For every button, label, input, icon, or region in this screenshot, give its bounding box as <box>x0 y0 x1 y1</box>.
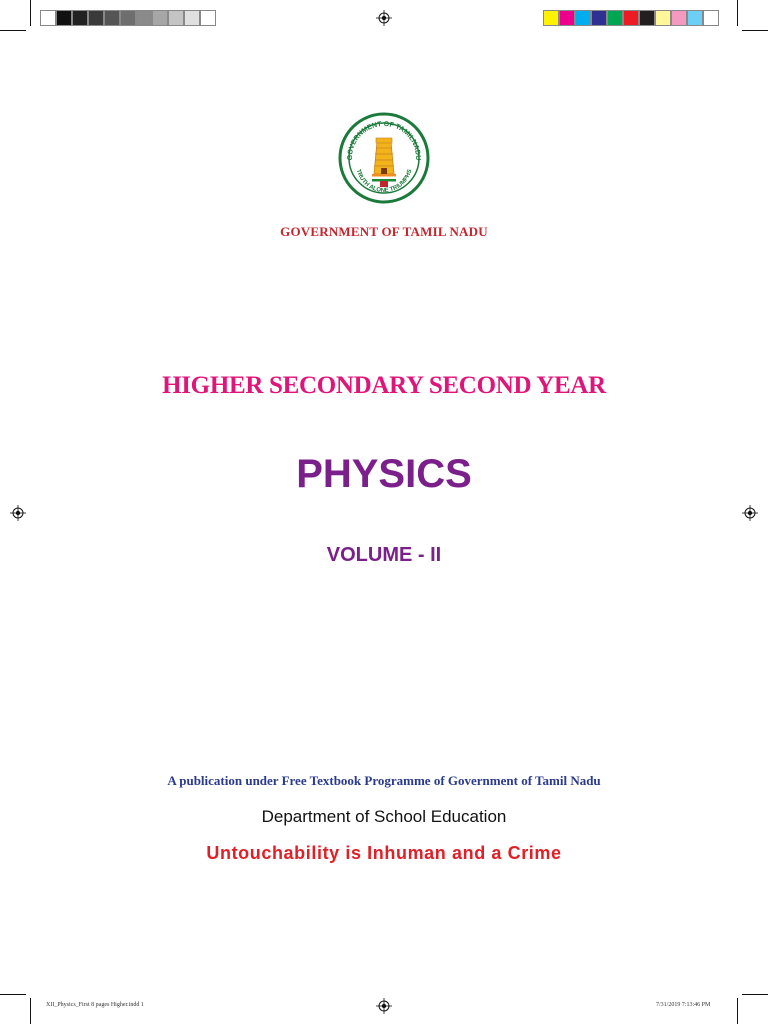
grayscale-swatch <box>88 10 104 26</box>
process-color-bar <box>543 10 719 26</box>
process-color-swatch <box>655 10 671 26</box>
department-name: Department of School Education <box>261 807 507 826</box>
registration-mark-icon <box>10 505 26 521</box>
grayscale-swatch <box>56 10 72 26</box>
grayscale-swatch <box>120 10 136 26</box>
svg-text:TRUTH ALONE TRIUMPHS: TRUTH ALONE TRIUMPHS <box>354 168 414 195</box>
registration-mark-icon <box>376 998 392 1014</box>
subject-title: PHYSICS <box>296 452 472 496</box>
svg-text:GOVERNMENT OF TAMILNADU: GOVERNMENT OF TAMILNADU <box>346 120 422 161</box>
slogan-text: Untouchability is Inhuman and a Crime <box>206 843 562 863</box>
grayscale-swatch <box>152 10 168 26</box>
grayscale-swatch <box>184 10 200 26</box>
process-color-swatch <box>607 10 623 26</box>
tamil-nadu-emblem-icon <box>338 112 430 204</box>
publication-note: A publication under Free Textbook Programme of Government of Tamil Nadu <box>167 773 601 788</box>
government-heading: GOVERNMENT OF TAMIL NADU <box>280 224 488 239</box>
registration-mark-icon <box>376 10 392 26</box>
grayscale-swatch <box>136 10 152 26</box>
grayscale-swatch <box>104 10 120 26</box>
volume-label: VOLUME - II <box>326 544 442 566</box>
process-color-swatch <box>687 10 703 26</box>
file-slug: XII_Physics_First 8 pages Higher.indd 1 <box>46 1002 144 1008</box>
process-color-swatch <box>671 10 687 26</box>
print-timestamp: 7/31/2019 7:13:46 PM <box>656 1002 711 1008</box>
class-title: HIGHER SECONDARY SECOND YEAR <box>162 372 606 399</box>
process-color-swatch <box>543 10 559 26</box>
process-color-swatch <box>703 10 719 26</box>
process-color-swatch <box>639 10 655 26</box>
process-color-swatch <box>591 10 607 26</box>
process-color-swatch <box>623 10 639 26</box>
process-color-swatch <box>559 10 575 26</box>
process-color-swatch <box>575 10 591 26</box>
grayscale-swatch <box>72 10 88 26</box>
grayscale-color-bar <box>40 10 216 26</box>
grayscale-swatch <box>168 10 184 26</box>
grayscale-swatch <box>200 10 216 26</box>
registration-mark-icon <box>742 505 758 521</box>
grayscale-swatch <box>40 10 56 26</box>
